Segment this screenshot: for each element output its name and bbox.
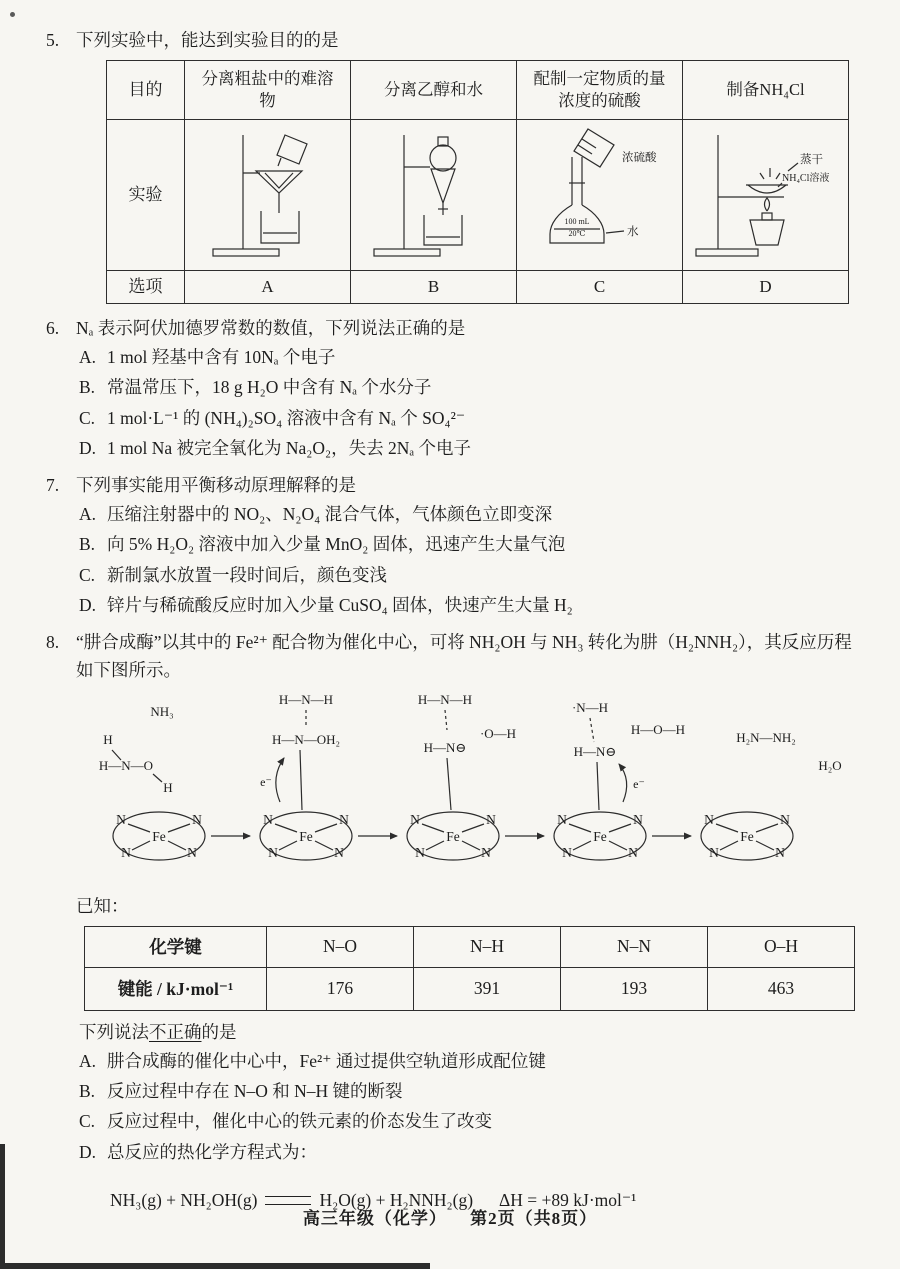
question-8 [46, 628, 854, 1217]
bond-energy-table [84, 926, 855, 1011]
bond-nn: N–N [561, 926, 708, 967]
q6-stem-text: Nₐ 表示阿伏加德罗常数的数值，下列说法正确的是 [76, 318, 466, 338]
water-product-label: H₂O [818, 757, 842, 773]
scan-artifact-bottom [0, 1263, 430, 1269]
footer-grade: 高三年级（化学） [302, 1209, 447, 1228]
q5-purpose-d: 制备NH₄Cl [683, 61, 849, 120]
nh3-label: NH₃ [150, 703, 174, 719]
table-row [107, 120, 849, 271]
solution-label: NH₄Cl溶液 [781, 173, 829, 184]
q7-choices [79, 499, 854, 621]
scan-artifact-dot [10, 12, 15, 17]
n-atom: N [780, 811, 790, 827]
bond-no: N–O [267, 926, 414, 967]
ammonia-label: H—N—H [417, 691, 473, 707]
energy-header: 键能 / kJ·mol⁻¹ [85, 967, 267, 1010]
n-atom: N [562, 844, 572, 860]
n-atom: N [557, 811, 567, 827]
h-atom: H [103, 731, 113, 747]
n-atom: N [415, 844, 425, 860]
fe-atom: Fe [152, 828, 166, 844]
q6-stem [46, 314, 854, 342]
enthalpy-value: ΔH = +89 kJ·mol⁻¹ [499, 1189, 637, 1210]
equation-right: H₂O(g) + H₂NNH₂(g) [319, 1189, 474, 1210]
question-6 [46, 314, 854, 464]
q8-substem: 下列说法不正确的是 [79, 1021, 237, 1042]
q5-row-header-experiment: 实验 [107, 120, 185, 271]
q7-choice-c: C. 新制氯水放置一段时间后，颜色变浅 [79, 564, 387, 585]
fe-atom: Fe [299, 828, 313, 844]
n-atom: N [486, 811, 496, 827]
n-atom: N [709, 844, 719, 860]
known-label: 已知： [76, 895, 129, 916]
q8-number: 8. [46, 631, 60, 652]
table-row [107, 61, 849, 120]
n-atom: N [481, 844, 491, 860]
q5-stem-text: 下列实验中，能达到实验目的的是 [76, 30, 339, 50]
hydroxyl-radical-label: ·O—H [479, 725, 517, 741]
electron-label: e⁻ [260, 774, 272, 789]
q7-choice-b: B. 向 5% H₂O₂ 溶液中加入少量 MnO₂ 固体，迅速产生大量气泡 [79, 534, 566, 555]
n-atom: N [116, 811, 126, 827]
n-atom: N [268, 844, 278, 860]
n-atom: N [339, 811, 349, 827]
q8-stem [46, 628, 854, 684]
coordinated-hydroxylamine-label: H—N—OH₂ [271, 731, 341, 747]
q8-choice-c: C. 反应过程中，催化中心的铁元素的价态发生了改变 [79, 1111, 492, 1132]
conc-acid-label: 浓硫酸 [621, 152, 656, 164]
incorrect-emphasis: 不正确 [149, 1021, 202, 1042]
flask-temp-label: 20℃ [568, 229, 585, 238]
fe-complex-3 [407, 812, 499, 860]
amide-ligand-label: H—N⊖ [573, 743, 617, 759]
electron-label: e⁻ [633, 776, 645, 791]
table-row [107, 271, 849, 304]
q8-choice-d: D. 总反应的热化学方程式为： [79, 1141, 317, 1162]
q7-stem-text: 下列事实能用平衡移动原理解释的是 [76, 474, 356, 495]
q6-choice-a: A. 1 mol 羟基中含有 10Nₐ 个电子 [79, 347, 336, 367]
q5-option-b: B [351, 271, 517, 304]
bond-header: 化学键 [85, 926, 267, 967]
n-atom: N [628, 844, 638, 860]
q8-choice-b: B. 反应过程中存在 N–O 和 N–H 键的断裂 [79, 1080, 403, 1101]
hydroxylamine-label: H—N—O [98, 757, 154, 773]
q8-choices [79, 1046, 854, 1168]
equation-left: NH₃(g) + NH₂OH(g) [110, 1189, 258, 1210]
footer-page-number: 第2页（共8页） [470, 1209, 598, 1228]
fe-atom: Fe [446, 828, 460, 844]
fe-complex-1 [113, 812, 205, 860]
q5-option-d: D [683, 271, 849, 304]
q6-choice-d: D. 1 mol Na 被完全氧化为 Na₂O₂，失去 2Nₐ 个电子 [79, 438, 472, 459]
q5-number: 5. [46, 30, 60, 50]
amide-ligand-label: H—N⊖ [423, 739, 467, 755]
q7-choice-a: A. 压缩注射器中的 NO₂、N₂O₄ 混合气体，气体颜色立即变深 [79, 503, 553, 524]
energy-oh: 463 [708, 967, 855, 1010]
q6-choice-c: C. 1 mol·L⁻¹ 的 (NH₄)₂SO₄ 溶液中含有 Nₐ 个 SO₄²⁻ [79, 407, 466, 428]
separating-funnel-apparatus-diagram [354, 121, 514, 269]
q7-choice-d: D. 锌片与稀硫酸反应时加入少量 CuSO₄ 固体，快速产生大量 H₂ [79, 595, 573, 616]
n-atom: N [633, 811, 643, 827]
table-row [85, 926, 855, 967]
q5-row-header-option: 选项 [107, 271, 185, 304]
question-7 [46, 471, 854, 621]
n-atom: N [334, 844, 344, 860]
q7-number: 7. [46, 474, 60, 495]
q6-number: 6. [46, 318, 60, 338]
n-atom: N [410, 811, 420, 827]
energy-no: 176 [267, 967, 414, 1010]
volumetric-flask-apparatus-diagram [520, 121, 680, 269]
fe-complex-4 [554, 812, 646, 860]
q5-experiment-table [106, 60, 849, 304]
fe-complex-2 [260, 812, 352, 860]
n-atom: N [187, 844, 197, 860]
q5-purpose-c: 配制一定物质的量浓度的硫酸 [517, 61, 683, 120]
q8-stem-text: “肼合成酶”以其中的 Fe²⁺ 配合物为催化中心，可将 NH₂OH 与 NH₃ 转化为肼（H₂NNH₂），其反应历程如下图所示。 [76, 631, 852, 680]
q5-option-c: C [517, 271, 683, 304]
evaporate-label: 蒸干 [799, 154, 823, 166]
reaction-mechanism-diagram [74, 686, 864, 886]
energy-nh: 391 [414, 967, 561, 1010]
water-label: 水 [626, 226, 638, 238]
h-atom: H [163, 779, 173, 795]
q6-choices [79, 342, 854, 464]
aminyl-radical-label: ·N—H [571, 699, 609, 715]
bond-oh: O–H [708, 926, 855, 967]
q5-row-header-purpose: 目的 [107, 61, 185, 120]
table-row [85, 967, 855, 1010]
n-atom: N [704, 811, 714, 827]
q7-stem [46, 471, 854, 499]
n-atom: N [263, 811, 273, 827]
q8-choice-a: A. 肼合成酶的催化中心中，Fe²⁺ 通过提供空轨道形成配位键 [79, 1050, 546, 1071]
ammonia-label: H—N—H [278, 691, 334, 707]
reaction-mechanism [74, 686, 854, 891]
n-atom: N [192, 811, 202, 827]
q5-purpose-a: 分离粗盐中的难溶物 [185, 61, 351, 120]
hydrazine-label: H₂N—NH₂ [736, 729, 796, 745]
filtration-apparatus-diagram [188, 121, 348, 269]
q5-stem [46, 26, 854, 54]
n-atom: N [775, 844, 785, 860]
bond-nh: N–H [414, 926, 561, 967]
energy-nn: 193 [561, 967, 708, 1010]
flask-volume-label: 100 mL [563, 217, 590, 226]
q5-option-a: A [185, 271, 351, 304]
water-molecule-label: H—O—H [630, 721, 686, 737]
fe-complex-5 [701, 812, 793, 860]
scan-artifact-left [0, 1144, 5, 1269]
evaporation-apparatus-diagram [686, 121, 846, 269]
fe-atom: Fe [593, 828, 607, 844]
q5-purpose-b: 分离乙醇和水 [351, 61, 517, 120]
n-atom: N [121, 844, 131, 860]
page-footer [0, 1204, 900, 1229]
question-5 [46, 26, 854, 304]
q6-choice-b: B. 常温常压下，18 g H₂O 中含有 Nₐ 个水分子 [79, 377, 432, 398]
fe-atom: Fe [740, 828, 754, 844]
